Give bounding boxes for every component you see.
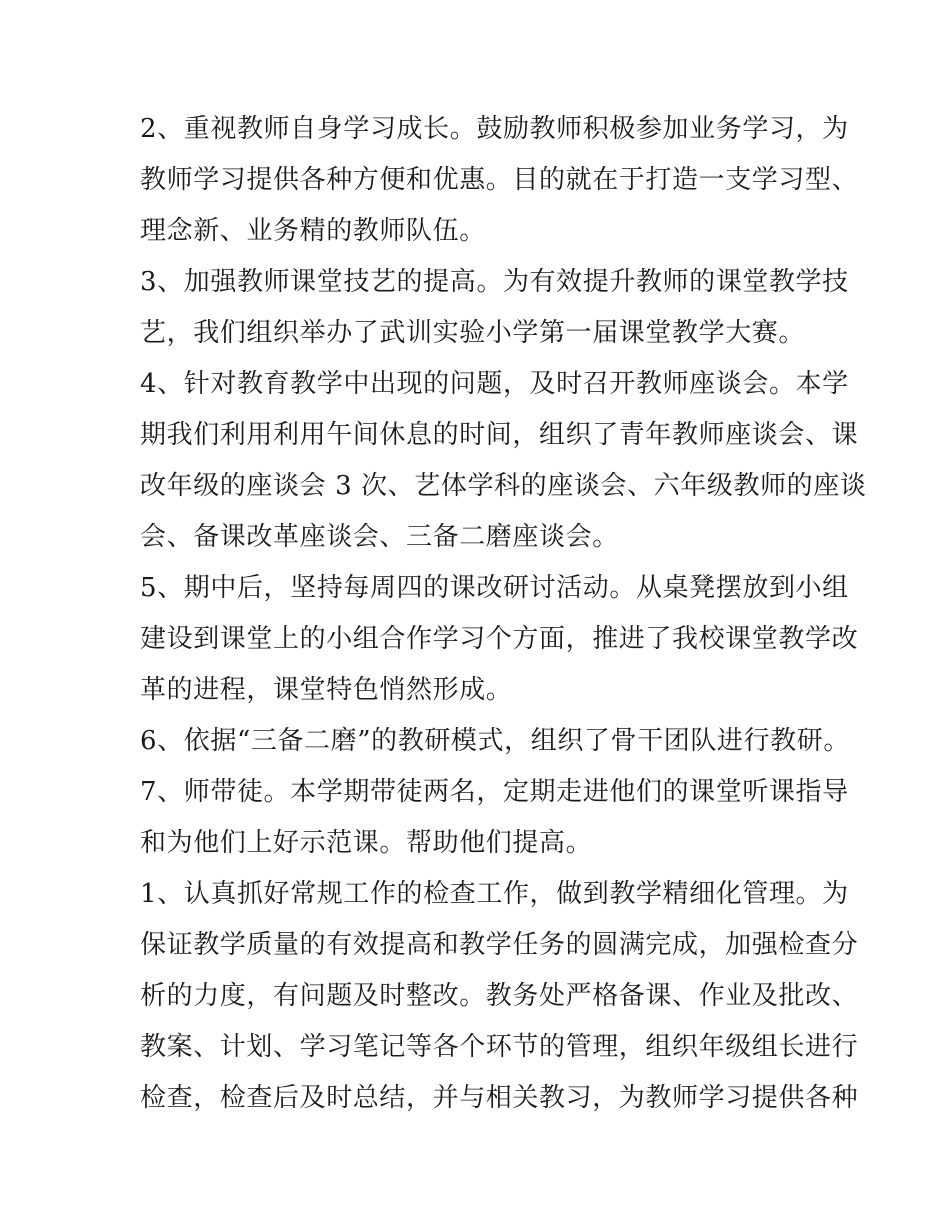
text-line: 教师学习提供各种方便和优惠。目的就在于打造一支学习型、 bbox=[140, 165, 859, 195]
text-line: 析的力度，有问题及时整改。教务处严格备课、作业及批改、 bbox=[140, 981, 859, 1011]
text-line: 会、备课改革座谈会、三备二磨座谈会。 bbox=[140, 522, 619, 552]
text-line: 改年级的座谈会 3 次、艺体学科的座谈会、六年级教师的座谈 bbox=[140, 471, 867, 501]
paragraph bbox=[140, 359, 867, 563]
text-line: 理念新、业务精的教师队伍。 bbox=[140, 216, 486, 246]
text-line: 3、加强教师课堂技艺的提高。为有效提升教师的课堂教学技 bbox=[140, 267, 849, 297]
text-line: 6、依据“三备二磨”的教研模式，组织了骨干团队进行教研。 bbox=[140, 726, 850, 756]
text-line: 保证教学质量的有效提高和教学任务的圆满完成，加强检查分 bbox=[140, 930, 859, 960]
paragraph bbox=[140, 869, 859, 1124]
document-body bbox=[140, 104, 867, 1124]
paragraph bbox=[140, 716, 850, 767]
paragraph bbox=[140, 563, 859, 716]
text-line: 教案、计划、学习笔记等各个环节的管理，组织年级组长进行 bbox=[140, 1032, 859, 1062]
text-line: 7、师带徒。本学期带徒两名，定期走进他们的课堂听课指导 bbox=[140, 777, 849, 807]
paragraph bbox=[140, 257, 849, 359]
text-line: 艺，我们组织举办了武训实验小学第一届课堂教学大赛。 bbox=[140, 318, 806, 348]
paragraph bbox=[140, 104, 859, 257]
text-line: 革的进程，课堂特色悄然形成。 bbox=[140, 675, 513, 705]
text-line: 4、针对教育教学中出现的问题，及时召开教师座谈会。本学 bbox=[140, 369, 849, 399]
paragraph bbox=[140, 767, 849, 869]
text-line: 检查，检查后及时总结，并与相关教习，为教师学习提供各种 bbox=[140, 1083, 859, 1113]
text-line: 2、重视教师自身学习成长。鼓励教师积极参加业务学习，为 bbox=[140, 114, 849, 144]
text-line: 期我们利用利用午间休息的时间，组织了青年教师座谈会、课 bbox=[140, 420, 859, 450]
text-line: 和为他们上好示范课。帮助他们提高。 bbox=[140, 828, 593, 858]
text-line: 1、认真抓好常规工作的检查工作，做到教学精细化管理。为 bbox=[140, 879, 849, 909]
text-line: 5、期中后，坚持每周四的课改研讨活动。从桌凳摆放到小组 bbox=[140, 573, 849, 603]
text-line: 建设到课堂上的小组合作学习个方面，推进了我校课堂教学改 bbox=[140, 624, 859, 654]
